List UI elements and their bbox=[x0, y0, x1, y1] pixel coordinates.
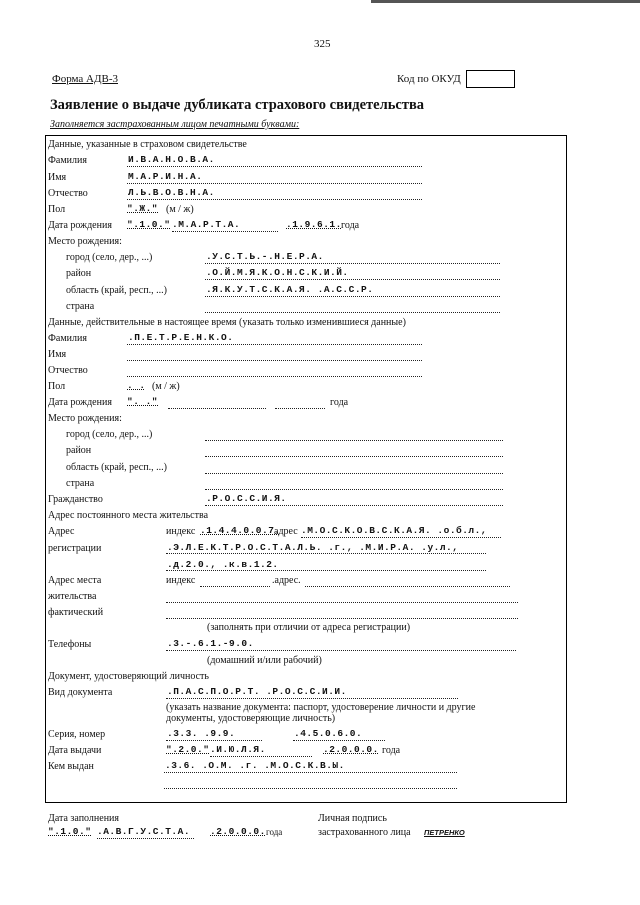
okud-field[interactable] bbox=[466, 70, 515, 88]
issue-month-line bbox=[210, 756, 312, 757]
citizenship-line bbox=[205, 505, 503, 506]
fill-year[interactable]: .2.0.0.0. bbox=[210, 826, 266, 837]
new-dob-month-line[interactable] bbox=[168, 408, 266, 409]
sex-hint: (м / ж) bbox=[166, 204, 194, 215]
fact-address-word: .адрес. bbox=[272, 575, 301, 586]
fill-day[interactable]: ".1.0." bbox=[48, 826, 92, 837]
issue-year[interactable]: .2.0.0.0. bbox=[323, 744, 379, 755]
new-district-label: район bbox=[66, 445, 92, 456]
page-number: 325 bbox=[314, 38, 331, 50]
fact-line3[interactable] bbox=[166, 618, 518, 619]
page-title: Заявление о выдаче дубликата страхового свидетельства bbox=[50, 97, 425, 113]
new-surname-line bbox=[127, 344, 422, 345]
new-city-line[interactable] bbox=[205, 440, 503, 441]
new-sex-hint: (м / ж) bbox=[152, 381, 180, 392]
issued-by-label: Кем выдан bbox=[48, 761, 94, 772]
city-line bbox=[205, 263, 500, 264]
subtitle: Заполняется застрахованным лицом печатными буквами: bbox=[50, 119, 300, 130]
address-word: адрес bbox=[274, 526, 298, 537]
sex-value[interactable]: ".Ж." bbox=[127, 203, 159, 214]
reg-line2-line bbox=[166, 553, 486, 554]
phones-line bbox=[166, 650, 516, 651]
region-value[interactable]: .Я.К.У.Т.С.К.А.Я. .А.С.С.Р. bbox=[206, 284, 374, 295]
dob-year[interactable]: .1.9.6.1. bbox=[286, 219, 342, 230]
patronymic-label: Отчество bbox=[48, 188, 88, 199]
new-city-label: город (село, дер., ...) bbox=[66, 429, 153, 440]
phones-label: Телефоны bbox=[48, 639, 92, 650]
patronymic-value[interactable]: Л.Ь.В.О.В.Н.А. bbox=[128, 187, 215, 198]
citizenship-value[interactable]: .Р.О.С.С.И.Я. bbox=[206, 493, 287, 504]
doc-type-label: Вид документа bbox=[48, 687, 113, 698]
new-surname-value[interactable]: .П.Е.Т.Р.Е.Н.К.О. bbox=[128, 332, 234, 343]
issue-month[interactable]: .И.Ю.Л.Я. bbox=[210, 744, 266, 755]
series-label: Серия, номер bbox=[48, 729, 106, 740]
phones-value[interactable]: .3.-.6.1.-9.0. bbox=[167, 638, 254, 649]
new-patronymic-label: Отчество bbox=[48, 365, 88, 376]
country-line[interactable] bbox=[205, 312, 500, 313]
district-line bbox=[205, 279, 500, 280]
new-region-label: область (край, респ., ...) bbox=[66, 462, 167, 473]
surname-label: Фамилия bbox=[48, 155, 87, 166]
new-sex-label: Пол bbox=[48, 381, 66, 392]
dob-month-line bbox=[172, 231, 278, 232]
surname-value[interactable]: И.В.А.Н.О.В.А. bbox=[128, 154, 215, 165]
reg-address-label-2: регистрации bbox=[48, 543, 102, 554]
new-birthplace-label: Место рождения: bbox=[48, 413, 122, 424]
index-value[interactable]: .1.4.4.0.0.7. bbox=[200, 525, 281, 536]
fact-address-label-3: фактический bbox=[48, 607, 104, 618]
district-label: район bbox=[66, 268, 92, 279]
dob-year-word: года bbox=[341, 220, 360, 231]
name-value[interactable]: М.А.Р.И.Н.А. bbox=[128, 171, 203, 182]
new-dob-year-word: года bbox=[330, 397, 349, 408]
new-surname-label: Фамилия bbox=[48, 333, 87, 344]
city-label: город (село, дер., ...) bbox=[66, 252, 153, 263]
reg-line1-line bbox=[301, 537, 501, 538]
doc-type-note: (указать название документа: паспорт, удостоверение личности и другие bbox=[166, 702, 476, 713]
reg-address-line2[interactable]: .Э.Л.Е.К.Т.Р.О.С.Т.А.Л.Ь. .г., .М.И.Р.А. .у.л., bbox=[167, 542, 459, 553]
birthplace-label: Место рождения: bbox=[48, 236, 122, 247]
name-label: Имя bbox=[48, 172, 67, 183]
signature-label: Личная подпись bbox=[318, 813, 387, 824]
issue-day[interactable]: ".2.0." bbox=[166, 744, 210, 755]
citizenship-label: Гражданство bbox=[48, 494, 103, 505]
fill-month[interactable]: .А.В.Г.У.С.Т.А. bbox=[97, 826, 191, 837]
dob-day[interactable]: ".1.0." bbox=[127, 219, 171, 230]
new-dob-label: Дата рождения bbox=[48, 397, 112, 408]
reg-line3-line bbox=[166, 570, 486, 571]
new-country-line[interactable] bbox=[205, 489, 503, 490]
issued-by-line bbox=[164, 772, 457, 773]
series-line bbox=[166, 740, 262, 741]
document-header: Документ, удостоверяющий личность bbox=[48, 671, 209, 682]
scan-edge bbox=[0, 0, 640, 3]
country-label: страна bbox=[66, 301, 95, 312]
new-sex-value[interactable]: . . bbox=[127, 380, 146, 391]
district-value[interactable]: .О.Й.М.Я.К.О.Н.С.К.И.Й. bbox=[206, 267, 349, 278]
issue-year-word: года bbox=[382, 745, 401, 756]
new-patronymic-line[interactable] bbox=[127, 376, 422, 377]
index-label: индекс bbox=[166, 526, 196, 537]
signature-label-2: застрахованного лица bbox=[318, 827, 411, 838]
new-country-label: страна bbox=[66, 478, 95, 489]
doc-type-line bbox=[166, 698, 458, 699]
fill-year-word: года bbox=[266, 827, 283, 837]
region-label: область (край, респ., ...) bbox=[66, 285, 167, 296]
new-region-line[interactable] bbox=[205, 473, 503, 474]
section1-header: Данные, указанные в страховом свидетельстве bbox=[48, 139, 247, 150]
fact-index-line[interactable] bbox=[200, 586, 270, 587]
fact-line1[interactable] bbox=[305, 586, 510, 587]
phones-note: (домашний и/или рабочий) bbox=[207, 655, 322, 666]
fact-address-label: Адрес места bbox=[48, 575, 102, 586]
issue-date-label: Дата выдачи bbox=[48, 745, 102, 756]
doc-type-note-2: документы, удостоверяющие личность) bbox=[166, 713, 336, 724]
fact-line2[interactable] bbox=[166, 602, 518, 603]
fact-note: (заполнять при отличии от адреса регистрации) bbox=[207, 622, 411, 633]
new-name-label: Имя bbox=[48, 349, 67, 360]
new-district-line[interactable] bbox=[205, 456, 503, 457]
new-dob-day[interactable]: ". ." bbox=[127, 396, 159, 407]
sex-label: Пол bbox=[48, 204, 66, 215]
new-name-line[interactable] bbox=[127, 360, 422, 361]
doc-type-value[interactable]: .П.А.С.П.О.Р.Т. .Р.О.С.С.И.И. bbox=[167, 686, 347, 697]
issued-by-line-2[interactable] bbox=[164, 788, 457, 789]
dob-month[interactable]: .М.А.Р.Т.А. bbox=[172, 219, 241, 230]
fill-month-line bbox=[97, 838, 194, 839]
new-dob-year-line[interactable] bbox=[275, 408, 325, 409]
patronymic-line bbox=[127, 199, 422, 200]
reg-address-line3[interactable]: .д.2.0., .к.в.1.2. bbox=[167, 559, 279, 570]
form-name: Форма АДВ-3 bbox=[52, 73, 118, 85]
number-line bbox=[293, 740, 385, 741]
okud-label: Код по ОКУД bbox=[397, 73, 461, 85]
city-value[interactable]: .У.С.Т.Ь.-.Н.Е.Р.А. bbox=[206, 251, 324, 262]
address-header: Адрес постоянного места жительства bbox=[48, 510, 209, 521]
dob-label: Дата рождения bbox=[48, 220, 112, 231]
reg-address-line1[interactable]: .М.О.С.К.О.В.С.К.А.Я. .о.б.л., bbox=[301, 525, 488, 536]
reg-address-label: Адрес bbox=[48, 526, 75, 537]
fact-index-label: индекс bbox=[166, 575, 196, 586]
fill-date-label: Дата заполнения bbox=[48, 813, 119, 824]
surname-line bbox=[127, 166, 422, 167]
name-line bbox=[127, 183, 422, 184]
number-value[interactable]: .4.5.0.6.0. bbox=[294, 728, 363, 739]
series-value[interactable]: .3.3. .9.9. bbox=[167, 728, 236, 739]
signature[interactable]: ПЕТРЕНКО bbox=[424, 828, 465, 837]
fact-address-label-2: жительства bbox=[48, 591, 97, 602]
region-line bbox=[205, 296, 500, 297]
section2-header: Данные, действительные в настоящее время (указать только изменившиеся данные) bbox=[48, 317, 406, 328]
issued-by-value[interactable]: .3.6. .О.М. .г. .М.О.С.К.В.Ы. bbox=[165, 760, 345, 771]
